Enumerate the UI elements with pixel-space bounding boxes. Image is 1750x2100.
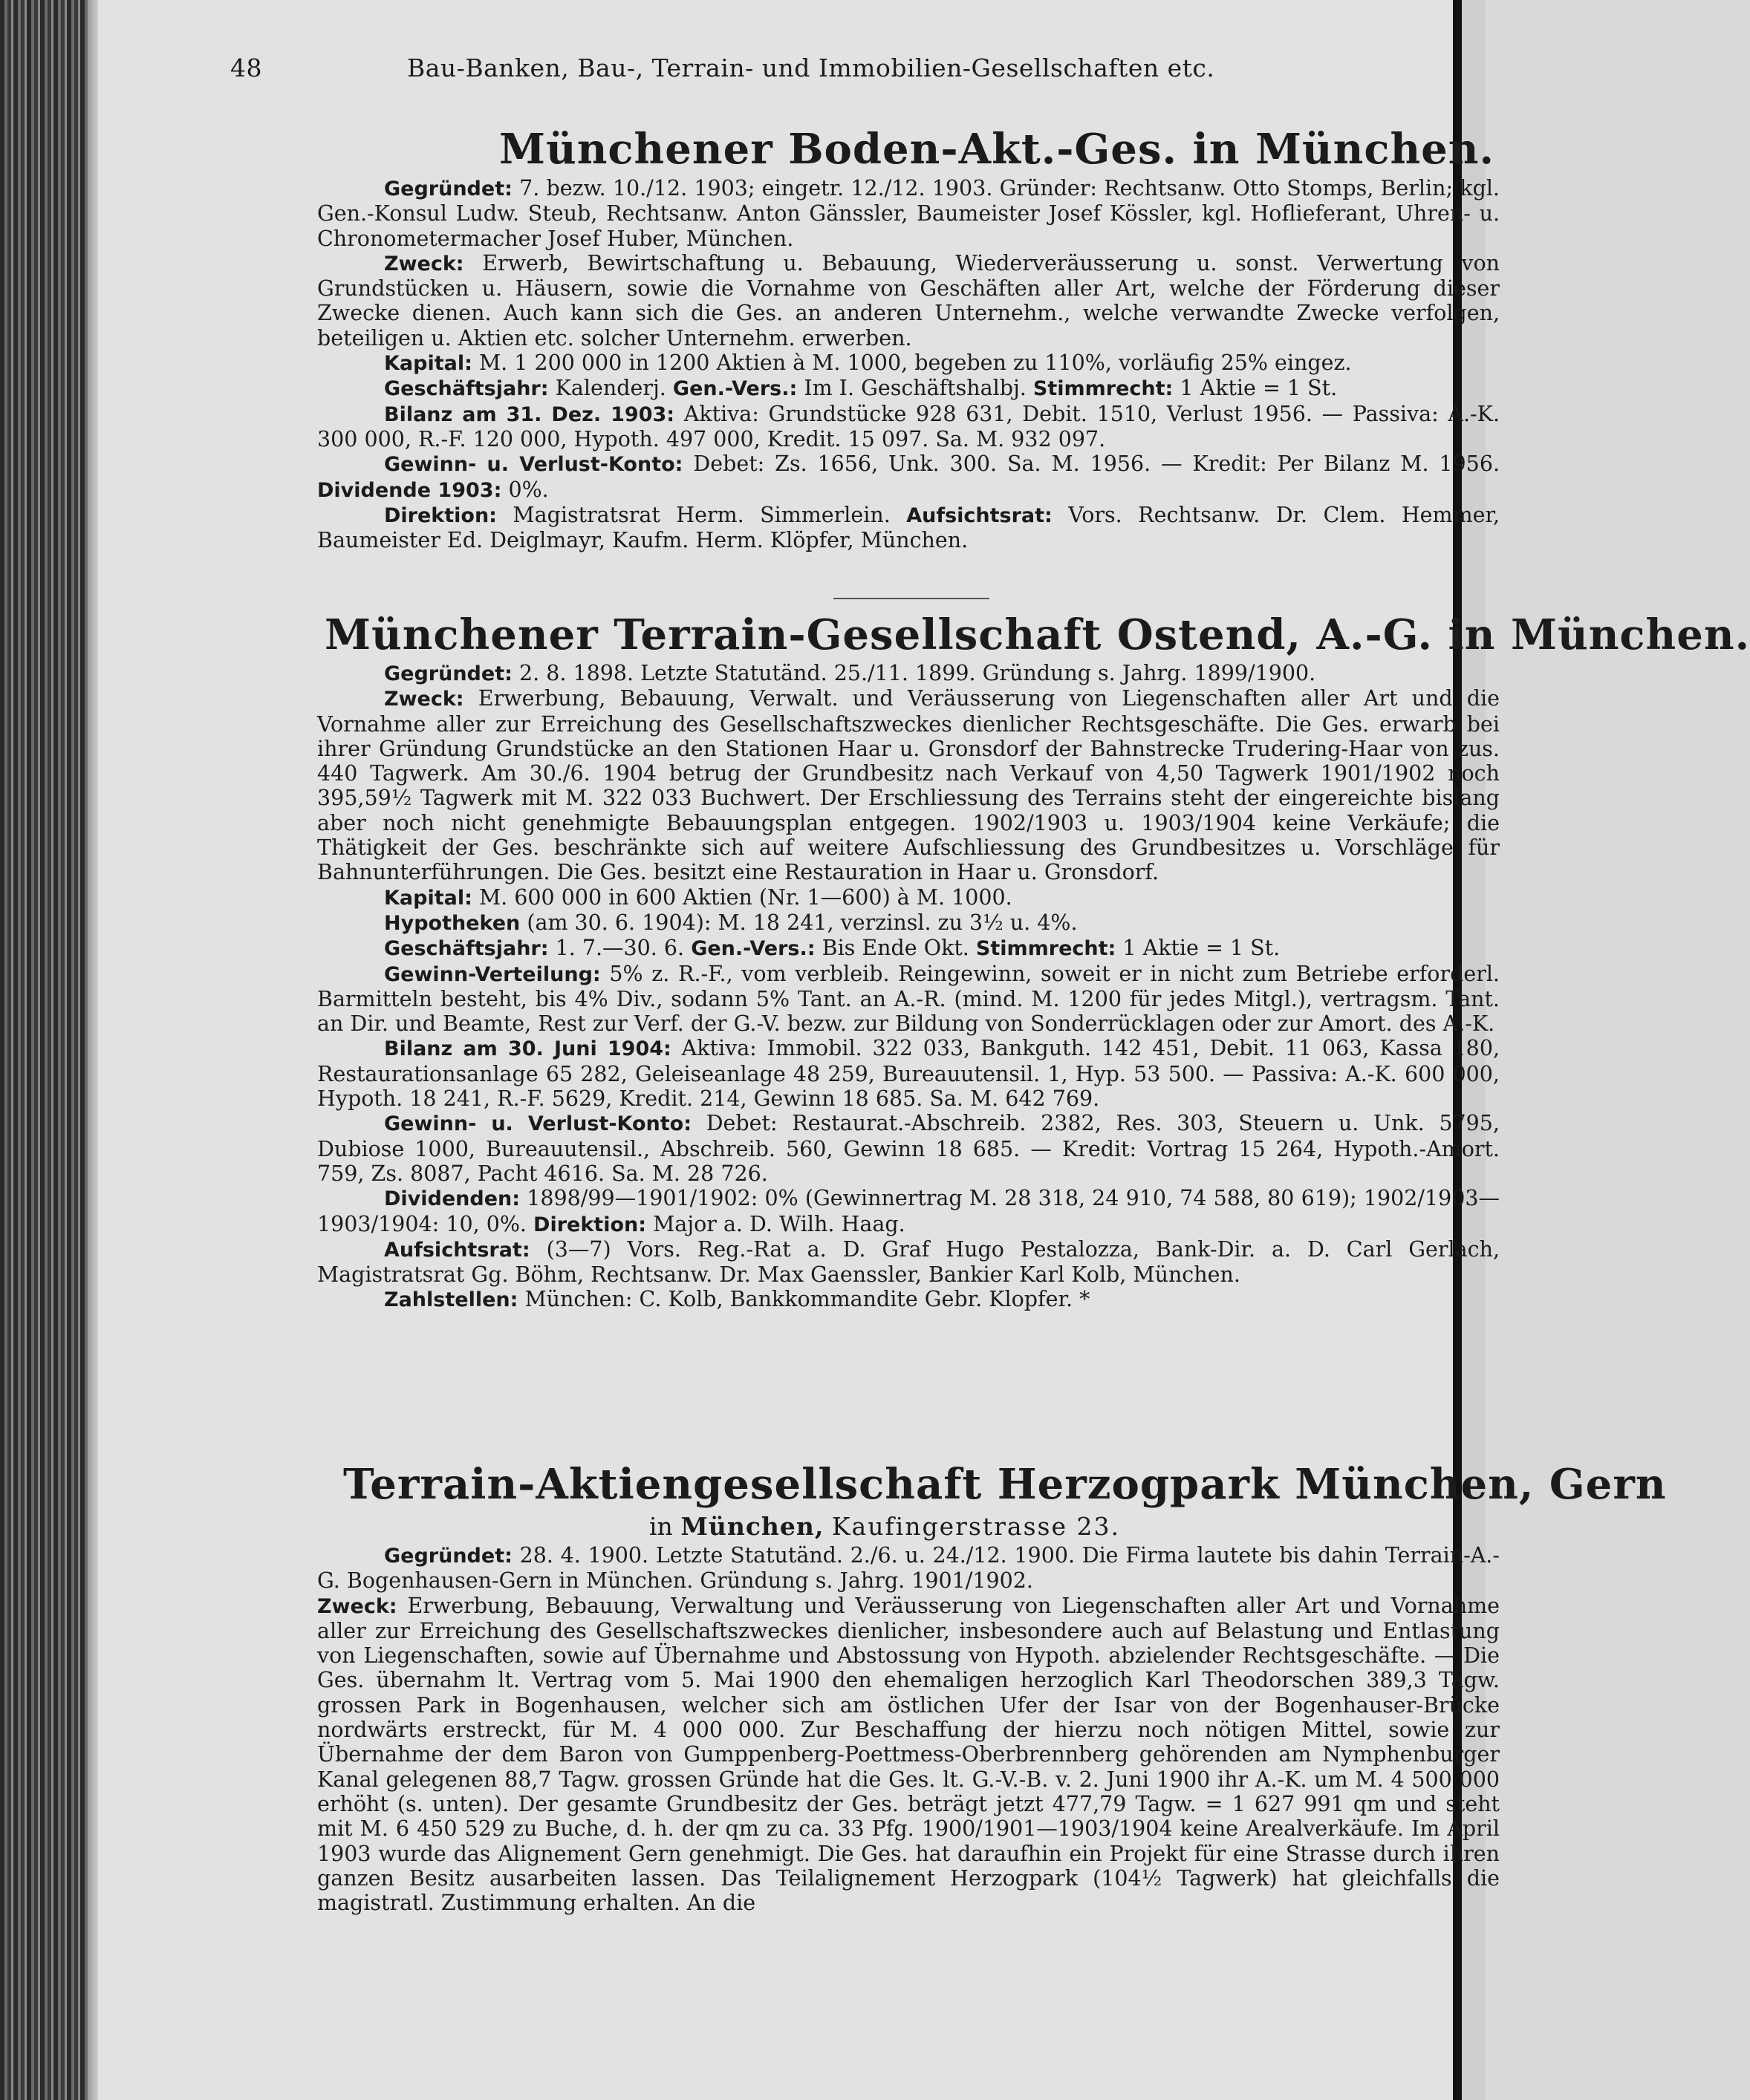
label: Direktion: <box>533 1213 647 1236</box>
text: 0%. <box>508 477 549 502</box>
entry-title: Münchener Terrain-Gesellschaft Ostend, A.-G. in München. <box>325 610 1750 659</box>
label: Gewinn- u. Verlust-Konto: <box>384 1112 692 1136</box>
label: Gen.-Vers.: <box>672 377 798 401</box>
text: Im I. Geschäftshalbj. <box>804 376 1027 401</box>
label: Kapital: <box>384 886 472 910</box>
entry-title: Münchener Boden-Akt.-Ges. in München. <box>499 125 1495 174</box>
paragraph-profit-loss <box>317 1111 1500 1186</box>
text: M. 600 000 in 600 Aktien (Nr. 1—600) à M. 1000. <box>478 884 1012 910</box>
entry-body <box>317 661 1500 1313</box>
entry-subtitle <box>649 1512 1120 1541</box>
page-number: 48 <box>230 53 262 82</box>
label: Bilanz am 30. Juni 1904: <box>384 1037 671 1061</box>
paragraph-purpose <box>317 251 1500 350</box>
paragraph-balance <box>317 1036 1500 1111</box>
label: Gegründet: <box>384 177 513 200</box>
paragraph-fiscal-year <box>317 376 1500 401</box>
paragraph-founded <box>317 661 1500 686</box>
text: Aktiva: Grundstücke 928 631, Debit. 1510, Verlust 1956. — Passiva: A.-K. 300 000, R.-F. 120 000, Hypoth. 497 000, Kredit. 15 097. Sa. M. 932 097. <box>317 401 1500 451</box>
label: Direktion: <box>384 503 497 527</box>
label: Gen.-Vers.: <box>691 937 816 961</box>
label: Aufsichtsrat: <box>384 1238 530 1262</box>
entry-body <box>317 176 1500 552</box>
label: Kapital: <box>384 352 472 376</box>
text: Erwerbung, Bebauung, Verwaltung und Veräusserung von Liegenschaften aller Art und Vornahme aller zur Erreichung des Gesellschaftszweckes dienlicher, insbesondere auch auf Belastung und Entlastung von Liegenschaften, sowie auf Übernahme und Abstossung von Hypoth. abzielender Rechtsgeschäfte. — Die Ges. übernahm lt. Vertrag vom 5. Mai 1900 den ehemaligen herzoglich Karl Theodorschen 389,3 Tagw. grossen Park in Bogenhausen, welcher sich am östlichen Ufer der Isar von der Bogenhauser-Brücke nordwärts erstreckt, für M. 4 000 000. Zur Beschaffung der hierzu noch nötigen Mittel, sowie zur Übernahme der dem Baron von Gumppenberg-Poettmess-Oberbrennberg gehörenden am Nymphenburger Kanal gelegenen 88,7 Tagw. grossen Gründe hat die Ges. lt. G.-V.-B. v. 2. Juni 1900 ihr A.-K. um M. 4 500 000 erhöht (s. unten). Der gesamte Grundbesitz der Ges. beträgt jetzt 477,79 Tagw. = 1 627 991 qm und steht mit M. 6 450 529 zu Buche, d. h. der qm zu ca. 33 Pfg. 1900/1901—1903/1904 keine Arealverkäufe. Im April 1903 wurde das Alignement Gern genehmigt. Die Ges. hat daraufhin ein Projekt für eine Strasse durch ihren ganzen Besitz ausarbeiten lassen. Das Teilalignement Herzogpark (104½ Tagwerk) hat gleichfalls die magistratl. Zustimmung erhalten. An die <box>317 1593 1500 1916</box>
text: Aktiva: Immobil. 322 033, Bankguth. 142 451, Debit. 11 063, Kassa 180, Restaurationsanlage 65 282, Geleiseanlage 48 259, Bureauutensil. 1, Hyp. 53 500. — Passiva: A.-K. 600 000, Hypoth. 18 241, R.-F. 5629, Kredit. 214, Gewinn 18 685. Sa. M. 642 769. <box>317 1036 1500 1112</box>
paragraph-capital <box>317 350 1500 376</box>
label: Gewinn- u. Verlust-Konto: <box>384 453 683 477</box>
label: Gewinn-Verteilung: <box>384 962 601 986</box>
paragraph-founded <box>317 176 1500 251</box>
label: Geschäftsjahr: <box>384 377 549 401</box>
text: Erwerbung, Bebauung, Verwalt. und Veräusserung von Liegenschaften aller Art und die Vornahme aller zur Erreichung des Gesellschaftszweckes dienlicher Rechtsgeschäfte. Die Ges. erwarb bei ihrer Gründung Grundstücke an den Stationen Haar u. Gronsdorf der Bahnstrecke Trudering-Haar von zus. 440 Tagwerk. Am 30./6. 1904 betrug der Grundbesitz nach Verkauf von 4,50 Tagwerk 1901/1902 noch 395,59½ Tagwerk mit M. 322 033 Buchwert. Der Erschliessung des Terrains steht der eingereichte bislang aber noch nicht genehmigte Bebauungsplan entgegen. 1902/1903 u. 1903/1904 keine Verkäufe; die Thätigkeit der Ges. beschränkte sich auf weitere Aufschliessung des Grundbesitzes u. Vorschläge für Bahnunterführungen. Die Ges. besitzt eine Restauration in Haar u. Gronsdorf. <box>317 686 1500 885</box>
paragraph-mortgages <box>317 910 1500 936</box>
label: Zahlstellen: <box>384 1288 518 1312</box>
section-divider <box>833 598 989 599</box>
paragraph-founded <box>317 1543 1500 1594</box>
text: M. 1 200 000 in 1200 Aktien à M. 1000, begeben zu 110%, vorläufig 25% eingez. <box>478 350 1352 376</box>
paragraph-purpose <box>317 686 1500 884</box>
paragraph-profit-distribution <box>317 962 1500 1037</box>
paragraph-balance <box>317 402 1500 452</box>
paragraph-fiscal-year <box>317 936 1500 961</box>
paragraph-management <box>317 503 1500 553</box>
subtitle-address: Kaufingerstrasse 23. <box>831 1512 1120 1541</box>
text: 1 Aktie = 1 St. <box>1122 936 1281 961</box>
paragraph-profit-loss <box>317 451 1500 503</box>
text: 1 Aktie = 1 St. <box>1180 376 1338 401</box>
text: Erwerb, Bewirtschaftung u. Bebauung, Wiederveräusserung u. sonst. Verwertung von Grundstücken u. Häusern, sowie die Vornahme von Geschäften aller Art, welche der Förderung dieser Zwecke dienen. Auch kann sich die Ges. an anderen Unternehm., welche verwandte Zwecke verfolgen, beteiligen u. Aktien etc. solcher Unternehm. erwerben. <box>317 250 1500 350</box>
text: 1898/99—1901/1902: 0% (Gewinnertrag M. 28 318, 24 910, 74 588, 80 619); 1902/1903—1903/1904: 10, 0%. <box>317 1186 1500 1236</box>
text: 7. bezw. 10./12. 1903; eingetr. 12./12. 1903. Gründer: Rechtsanw. Otto Stomps, Berlin; kgl. Gen.-Konsul Ludw. Steub, Rechtsanw. Anton Gänssler, Baumeister Josef Kössler, kgl. Hoflieferant, Uhren- u. Chronometermacher Josef Huber, München. <box>317 176 1500 251</box>
label: Geschäftsjahr: <box>384 937 549 961</box>
entry-title: Terrain-Aktiengesellschaft Herzogpark München, Gern <box>343 1460 1667 1509</box>
text: Bis Ende Okt. <box>822 936 969 961</box>
text: (am 30. 6. 1904): M. 18 241, verzinsl. zu 3½ u. 4%. <box>527 910 1078 935</box>
label: Zweck: <box>384 688 464 711</box>
paragraph-supervisory-board <box>317 1237 1500 1288</box>
subtitle-city: München, <box>680 1512 824 1541</box>
label: Hypotheken <box>384 911 521 935</box>
book-binding <box>0 0 88 2100</box>
paragraph-paying-agents <box>317 1287 1500 1312</box>
subtitle-prefix: in <box>649 1512 673 1541</box>
label: Bilanz am 31. Dez. 1903: <box>384 402 675 426</box>
label: Zweck: <box>384 252 464 275</box>
text: München: C. Kolb, Bankkommandite Gebr. Klopfer. * <box>524 1287 1090 1312</box>
text: 5% z. R.-F., vom verbleib. Reingewinn, soweit er in nicht zum Betriebe erforderl. Barmitteln besteht, bis 4% Div., sodann 5% Tant. an A.-R. (mind. M. 1200 für jedes Mitgl.), vertragsm. Tant. an Dir. und Beamte, Rest zur Verf. der G.-V. bezw. zur Bildung von Sonderrücklagen oder zur Amort. des A.-K. <box>317 961 1500 1037</box>
text: (3—7) Vors. Reg.-Rat a. D. Graf Hugo Pestalozza, Bank-Dir. a. D. Carl Gerlach, Magistratsrat Gg. Böhm, Rechtsanw. Dr. Max Gaenssler, Bankier Karl Kolb, München. <box>317 1236 1500 1288</box>
text: Debet: Zs. 1656, Unk. 300. Sa. M. 1956. — Kredit: Per Bilanz M. 1956. <box>693 451 1500 477</box>
label: Stimmrecht: <box>975 937 1116 961</box>
text: Kalenderj. <box>555 376 666 401</box>
text: Debet: Restaurat.-Abschreib. 2382, Res. 303, Steuern u. Unk. 5795, Dubiose 1000, Bureauutensil., Abschreib. 560, Gewinn 18 685. — Kredit: Vortrag 15 264, Hypoth.-Amort. 759, Zs. 8087, Pacht 4616. Sa. M. 28 726. <box>317 1111 1500 1186</box>
paragraph-dividends <box>317 1186 1500 1237</box>
text: Magistratsrat Herm. Simmerlein. <box>513 502 891 527</box>
label: Dividenden: <box>384 1187 521 1211</box>
text: 28. 4. 1900. Letzte Statutänd. 2./6. u. 24./12. 1900. Die Firma lautete bis dahin Terrain-A.-G. Bogenhausen-Gern in München. Gründung s. Jahrg. 1901/1902. <box>317 1543 1500 1594</box>
binding-shadow <box>88 0 98 2100</box>
label: Gegründet: <box>384 1545 513 1568</box>
text: 1. 7.—30. 6. <box>555 936 685 961</box>
entry-body <box>317 1543 1500 1915</box>
text: Vors. Rechtsanw. Dr. Clem. Hemmer, Baumeister Ed. Deiglmayr, Kaufm. Herm. Klöpfer, München. <box>317 502 1500 553</box>
running-head: Bau-Banken, Bau-, Terrain- und Immobilien-Gesellschaften etc. <box>407 53 1215 82</box>
label: Zweck: <box>317 1594 397 1618</box>
label: Aufsichtsrat: <box>906 503 1053 527</box>
label: Gegründet: <box>384 662 513 685</box>
label: Dividende 1903: <box>317 478 502 502</box>
label: Stimmrecht: <box>1032 377 1174 401</box>
text: 2. 8. 1898. Letzte Statutänd. 25./11. 1899. Gründung s. Jahrg. 1899/1900. <box>518 661 1316 685</box>
paragraph-purpose <box>317 1594 1500 1916</box>
text: Major a. D. Wilh. Haag. <box>653 1211 905 1236</box>
paragraph-capital <box>317 885 1500 910</box>
document-page <box>98 0 1750 2100</box>
